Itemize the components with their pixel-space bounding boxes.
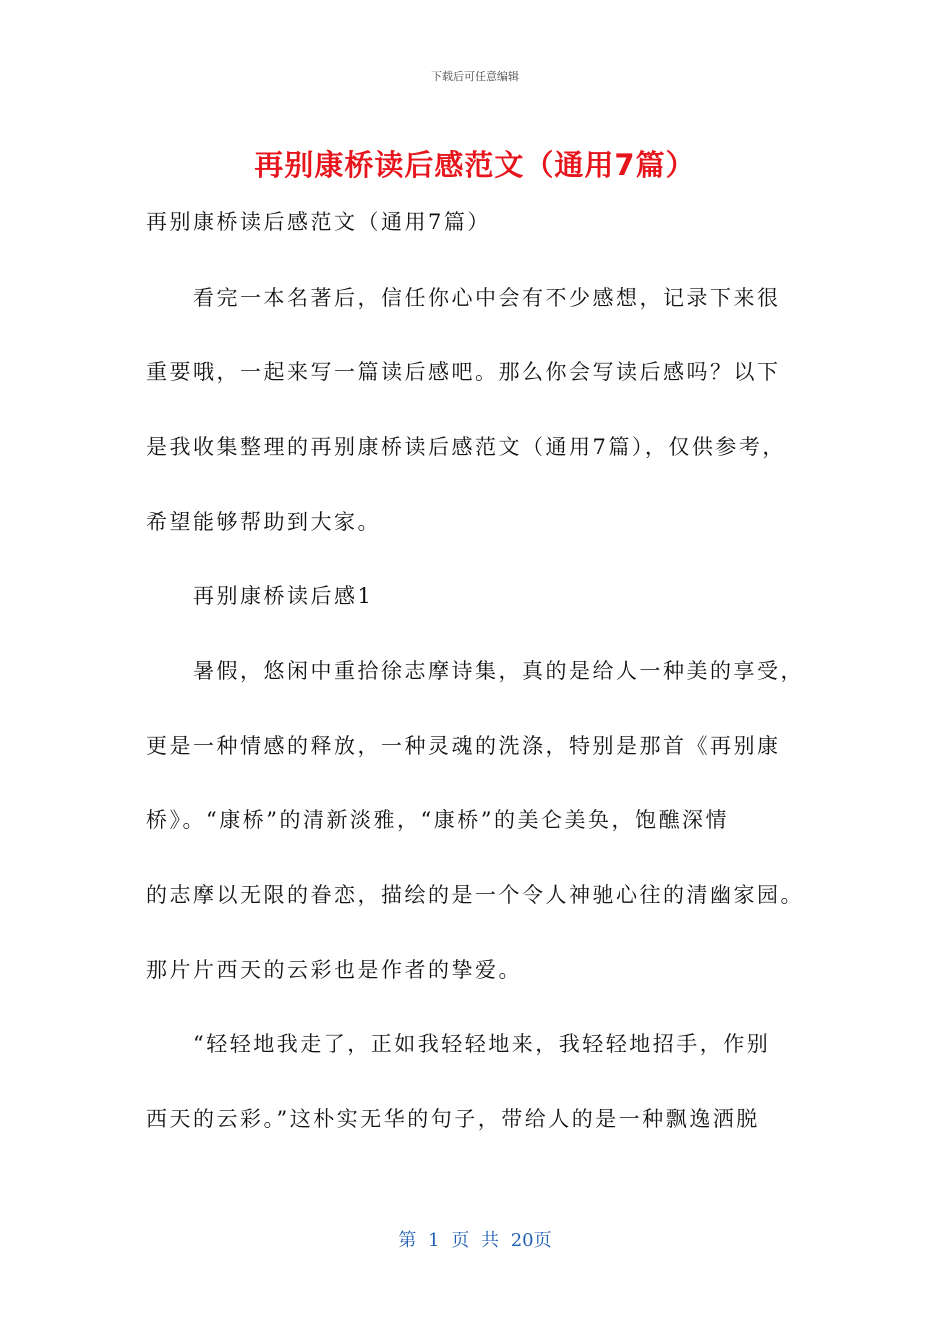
page-footer: 第 1 页 共 20页	[398, 1230, 552, 1251]
paragraph-line: “轻轻地我走了，正如我轻轻地来，我轻轻地招手，作别	[193, 1032, 771, 1056]
paragraph-line: 重要哦，一起来写一篇读后感吧。那么你会写读后感吗？以下	[146, 360, 781, 384]
paragraph-line: 桥》。“康桥”的清新淡雅，“康桥”的美仑美奂，饱醮深情	[146, 808, 729, 832]
paragraph-line: 希望能够帮助到大家。	[146, 510, 381, 534]
paragraph-line: 的志摩以无限的眷恋，描绘的是一个令人神驰心往的清幽家园。	[146, 883, 804, 907]
header-note: 下载后可任意编辑	[431, 70, 519, 83]
document-title: 再别康桥读后感范文（通用7篇）	[254, 148, 696, 182]
section-heading: 再别康桥读后感1	[193, 584, 374, 608]
paragraph-line: 更是一种情感的释放，一种灵魂的洗涤，特别是那首《再别康	[146, 734, 781, 758]
paragraph-line: 是我收集整理的再别康桥读后感范文（通用7篇），仅供参考，	[146, 435, 786, 459]
paragraph-line: 暑假，悠闲中重拾徐志摩诗集，真的是给人一种美的享受，	[193, 659, 804, 683]
paragraph-line: 看完一本名著后，信任你心中会有不少感想，记录下来很	[193, 286, 781, 310]
subtitle-line: 再别康桥读后感范文（通用7篇）	[146, 210, 491, 234]
paragraph-line: 那片片西天的云彩也是作者的挚爱。	[146, 958, 522, 982]
paragraph-line: 西天的云彩。”这朴实无华的句子，带给人的是一种飘逸洒脱	[146, 1107, 760, 1131]
